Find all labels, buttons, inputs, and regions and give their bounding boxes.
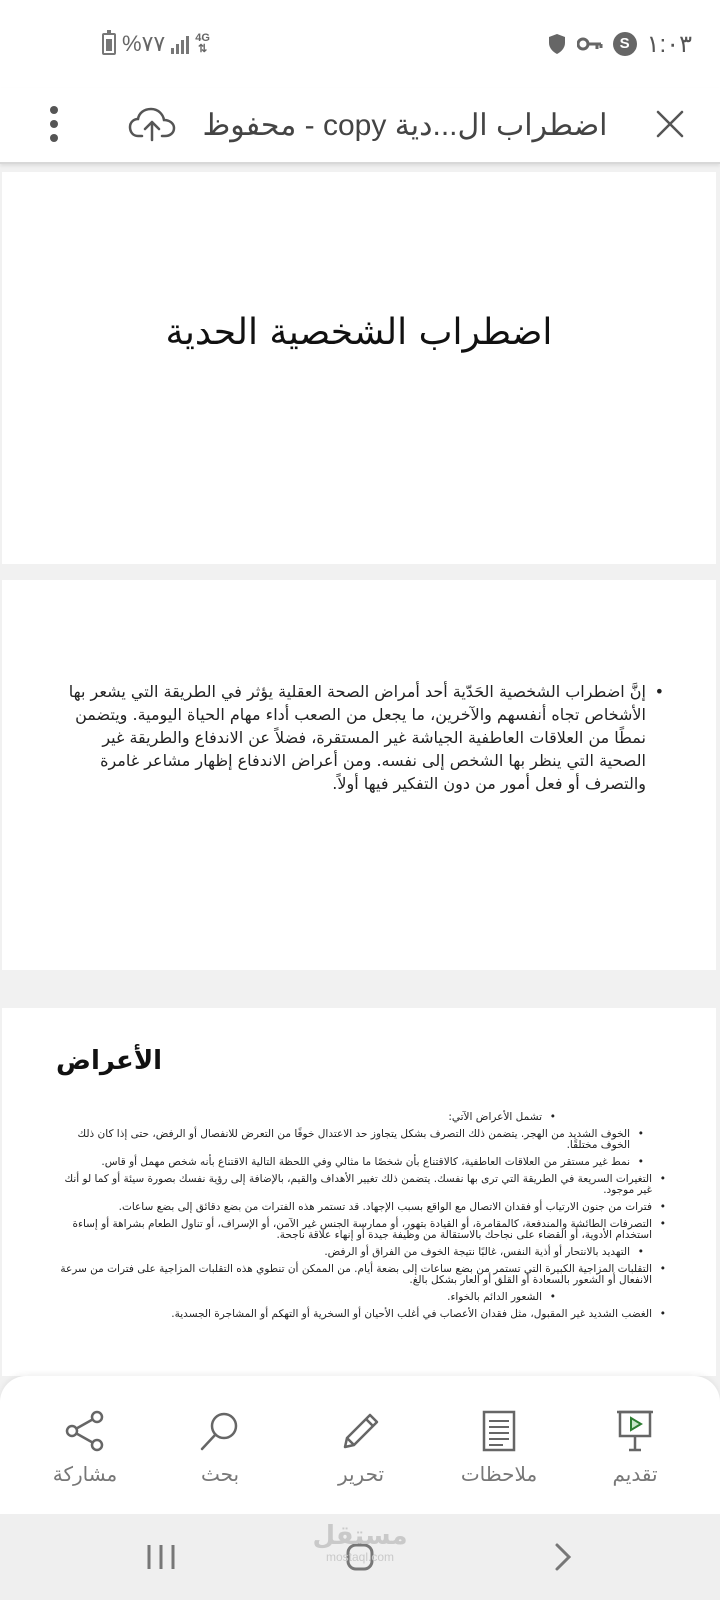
search-icon <box>198 1409 242 1453</box>
back-button[interactable] <box>528 1532 598 1582</box>
home-button[interactable] <box>325 1532 395 1582</box>
status-right <box>547 30 692 58</box>
clock: ١:٠٣ <box>646 30 692 58</box>
list-item: • التصرفات الطائشة والمندفعة، كالمقامرة، أو القيادة بتهور، أو ممارسة الجنس غير الآمن، أو الإسراف، أو تناول الطعام بشراهة أو إساءة استخدام الأدوية، أو القضاء على نجاحك بالاستقالة من وظيفة جيدة أو إنهاء علاقة ناجحة. <box>54 1219 666 1241</box>
share-label: مشاركة <box>52 1462 118 1486</box>
close-button[interactable] <box>642 96 698 152</box>
slide-body <box>60 680 664 795</box>
close-icon <box>655 109 685 139</box>
search-button[interactable] <box>155 1406 285 1506</box>
list-item: • التقلبات المزاجية الكبيرة التي تستمر من بضع ساعات إلى بضعة أيام. من الممكن أن تنطوي هذه التقلبات المزاجية على فترات من سرعة الانفعال أو الشعور بالسعادة أو القلق أو العار بشكل بالغ. <box>54 1264 666 1286</box>
battery-level: %٧٧ <box>122 31 166 56</box>
edit-button[interactable] <box>296 1406 426 1506</box>
notes-button[interactable] <box>434 1406 564 1506</box>
list-item: • الخوف الشديد من الهجر. يتضمن ذلك التصرف بشكل يتجاوز حد الاعتدال خوفًا من التعرض للانفصال أو الرفض، حتى إذا كان ذلك الخوف مختلقًا. <box>54 1129 644 1151</box>
list-item: • إنَّ اضطراب الشخصية الحَدّية أحد أمراض الصحة العقلية يؤثر في الطريقة التي يشعر بها الأشخاص تجاه أنفسهم والآخرين، ما يجعل من الصعب أداء مهام الحياة اليومية. ويتضمن نمطًا من العلاقات العاطفية الجياشة غير المستقرة، فضلاً عن الاندفاع والطريقة غير الصحية التي ينظر بها الشخص إلى نفسه. ومن أعراض الاندفاع إظهار مشاعر غامرة والتصرف أو فعل أمور من دون التفكير فيها أولاً. <box>60 680 664 795</box>
chevron-right-icon <box>553 1542 573 1572</box>
slide-2[interactable] <box>2 580 716 970</box>
share-button[interactable] <box>20 1406 150 1506</box>
notes-icon <box>481 1409 517 1453</box>
symptoms-list <box>54 1112 666 1326</box>
home-icon <box>345 1542 375 1572</box>
s-app-icon: S <box>613 32 637 56</box>
pencil-icon <box>339 1409 383 1453</box>
cloud-upload-icon <box>128 106 176 142</box>
edit-label: تحرير <box>337 1462 385 1486</box>
data-arrows-icon: ⇅ <box>197 43 208 55</box>
notes-label: ملاحظات <box>460 1462 538 1486</box>
list-item: • الشعور الدائم بالخواء. <box>54 1292 556 1303</box>
watermark: مستقل mostaql.com <box>312 1521 408 1564</box>
network-indicator: 4G ⇅ <box>195 32 210 55</box>
toolbar <box>0 88 720 164</box>
share-icon <box>63 1409 107 1453</box>
document-area[interactable] <box>0 166 720 1376</box>
key-icon <box>577 36 603 52</box>
signal-icon <box>171 34 189 54</box>
navigation-bar <box>0 1514 720 1600</box>
slide-1[interactable] <box>2 172 716 564</box>
present-label: تقديم <box>612 1462 658 1486</box>
document-title[interactable]: اضطراب ال...دية copy - محفوظ <box>202 109 608 142</box>
slide-3[interactable] <box>2 1008 716 1376</box>
symptoms-heading: الأعراض <box>56 1046 163 1076</box>
shield-icon <box>547 33 567 55</box>
status-left <box>102 30 210 58</box>
more-vertical-icon <box>48 104 60 144</box>
list-item: • نمط غير مستقر من العلاقات العاطفية، كالاقتناع بأن شخصًا ما مثالي وفي اللحظة التالية الاقتناع بأنه شخص مهمل أو قاس. <box>54 1157 644 1168</box>
upload-button[interactable] <box>124 96 180 152</box>
list-item: • تشمل الأعراض الآتي: <box>54 1112 556 1123</box>
recent-apps-button[interactable] <box>126 1532 196 1582</box>
search-label: بحث <box>200 1462 240 1486</box>
presentation-icon <box>613 1408 657 1454</box>
status-bar <box>0 0 720 88</box>
more-options-button[interactable] <box>26 96 82 152</box>
recent-apps-icon <box>146 1543 176 1571</box>
list-item: • التهديد بالانتحار أو أذية النفس، غالبًا نتيجة الخوف من الفراق أو الرفض. <box>54 1247 644 1258</box>
slide-title: اضطراب الشخصية الحدية <box>165 312 553 353</box>
list-item: • التغيرات السريعة في الطريقة التي ترى بها نفسك. يتضمن ذلك تغيير الأهداف والقيم، بالإضافة إلى رؤية نفسك بصورة سيئة أو كما لو أنك غير موجود. <box>54 1174 666 1196</box>
present-button[interactable] <box>570 1406 700 1506</box>
action-bar <box>0 1376 720 1514</box>
list-item: • فترات من جنون الارتياب أو فقدان الاتصال مع الواقع بسبب الإجهاد. قد تستمر هذه الفترات من بضع دقائق إلى بضع ساعات. <box>54 1202 666 1213</box>
list-item: • الغضب الشديد غير المقبول، مثل فقدان الأعصاب في أغلب الأحيان أو السخرية أو التهكم أو المشاجرة الجسدية. <box>54 1309 666 1320</box>
battery-icon <box>102 33 116 55</box>
